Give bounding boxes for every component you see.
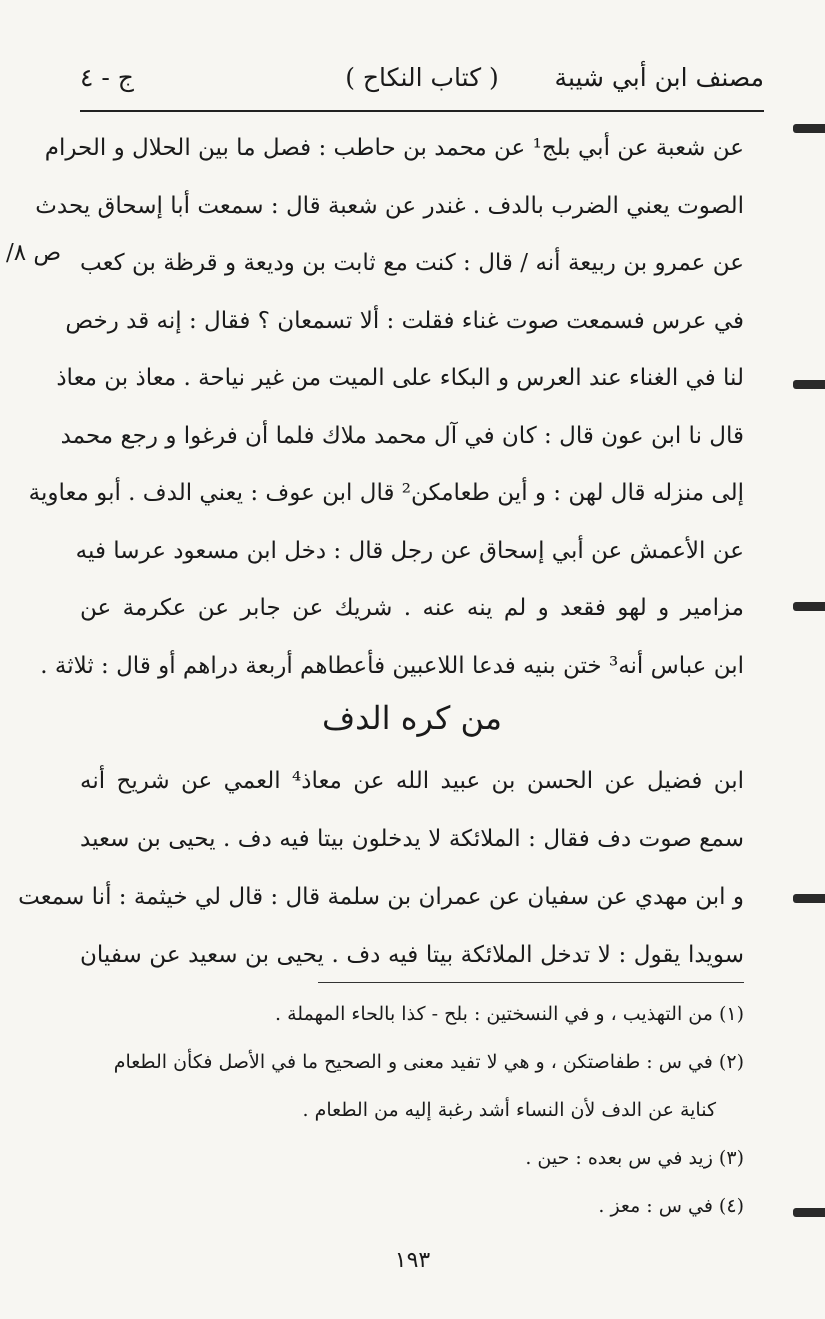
header-rule	[80, 110, 764, 112]
scan-edge-mark	[793, 894, 825, 903]
text-line: عن الأعمش عن أبي إسحاق عن رجل قال : دخل ابن مسعود عرسا فيه	[75, 537, 744, 564]
text-line: سويدا يقول : لا تدخل الملائكة بيتا فيه دف . يحيى بن سعيد عن سفيان	[80, 942, 744, 968]
text-line: قال نا ابن عون قال : كان في آل محمد ملاك فلما أن فرغوا و رجع محمد	[60, 422, 744, 449]
margin-page-reference: ص ٨/	[6, 240, 62, 266]
text-line: لنا في الغناء عند العرس و البكاء على الميت من غير نياحة . معاذ بن معاذ	[56, 365, 744, 391]
footnote: (١) من التهذيب ، و في النسختين : بلح - كذا بالحاء المهملة .	[275, 1003, 744, 1025]
text-line: سمع صوت دف فقال : الملائكة لا يدخلون بيتا فيه دف . يحيى بن سعيد	[80, 826, 744, 852]
book-title: مصنف ابن أبي شيبة	[554, 63, 764, 92]
section-heading: من كره الدف	[321, 699, 503, 737]
text-line: عن شعبة عن أبي بلج¹ عن محمد بن حاطب : فصل ما بين الحلال و الحرام	[44, 135, 744, 161]
text-line: إلى منزله قال لهن : و أين طعامكن² قال ابن عوف : يعني الدف . أبو معاوية	[28, 480, 744, 506]
text-line: في عرس فسمعت صوت غناء فقلت : ألا تسمعان ؟ فقال : إنه قد رخص	[65, 307, 744, 334]
scan-edge-mark	[793, 380, 825, 389]
volume-number: ج - ٤	[80, 63, 134, 92]
text-line: الصوت يعني الضرب بالدف . غندر عن شعبة قال : سمعت أبا إسحاق يحدث	[35, 192, 744, 219]
footnote: (٢) في س : طفاصتكن ، و هي لا تفيد معنى و الصحيح ما في الأصل فكأن الطعام	[113, 1051, 744, 1073]
footnote-continuation: كناية عن الدف لأن النساء أشد رغبة إليه من الطعام .	[302, 1099, 716, 1121]
text-line: ابن فضيل عن الحسن بن عبيد الله عن معاذ⁴ العمي عن شريح أنه	[80, 768, 744, 794]
footnote-rule	[318, 982, 744, 983]
page-number: ١٩٣	[394, 1248, 431, 1273]
scan-edge-mark	[793, 124, 825, 133]
text-line: ابن عباس أنه³ ختن بنيه فدعا اللاعبين فأعطاهم أربعة دراهم أو قال : ثلاثة .	[40, 652, 744, 679]
page-header	[80, 58, 764, 102]
text-line: عن عمرو بن ربيعة أنه / قال : كنت مع ثابت بن وديعة و قرظة بن كعب	[80, 250, 744, 276]
footnotes	[80, 990, 744, 1230]
chapter-title: ( كتاب النكاح )	[345, 63, 499, 92]
text-line: و ابن مهدي عن سفيان عن عمران بن سلمة قال : قال لي خيثمة : أنا سمعت	[18, 884, 744, 910]
scan-edge-mark	[793, 1208, 825, 1217]
section-text	[18, 752, 744, 984]
footnote: (٣) زيد في س بعده : حين .	[525, 1147, 744, 1169]
scan-edge-mark	[793, 602, 825, 611]
footnote: (٤) في س : معز .	[598, 1195, 744, 1217]
text-line: مزامير و لهو فقعد و لم ينه عنه . شريك عن جابر عن عكرمة عن	[80, 595, 744, 621]
